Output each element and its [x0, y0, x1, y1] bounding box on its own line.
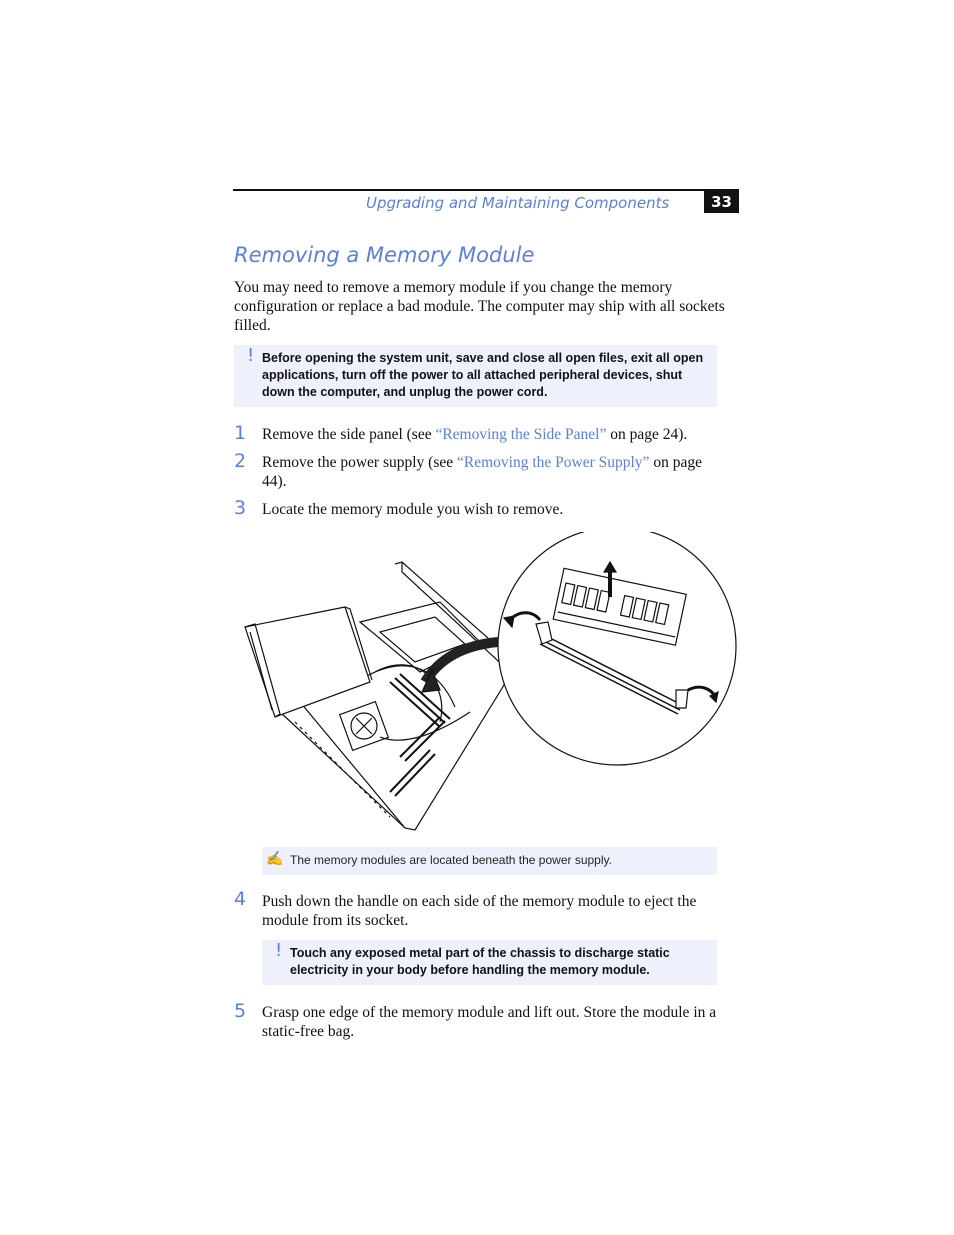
warning-callout-1: [234, 345, 717, 407]
step-1: [262, 425, 742, 444]
warning-icon: !: [275, 940, 283, 961]
step-2-text: Remove the power supply (see: [262, 454, 457, 471]
note-text: The memory modules are located beneath the power supply.: [290, 853, 612, 867]
memory-module-figure: [240, 532, 740, 834]
link-removing-power-supply[interactable]: “Removing the Power Supply”: [457, 454, 650, 471]
warning-callout-2: [262, 940, 717, 985]
intro-paragraph: You may need to remove a memory module if you change the memory configuration or replace a bad module. The computer may ship with all sockets filled.: [234, 279, 725, 334]
header-rule: [233, 189, 739, 191]
step-1-text: Remove the side panel (see: [262, 426, 436, 443]
step-number-3: 3: [234, 497, 247, 519]
note-callout: [262, 847, 717, 875]
step-number-1: 1: [234, 422, 247, 444]
pencil-note-icon: ✍: [266, 852, 284, 867]
step-5-text: Grasp one edge of the memory module and lift out. Store the module in a static-free bag.: [262, 1004, 717, 1040]
step-3-text: Locate the memory module you wish to remove.: [262, 501, 564, 518]
step-2: [262, 453, 722, 491]
warning-icon: !: [247, 345, 255, 366]
step-number-5: 5: [234, 1000, 247, 1022]
step-1-tail: on page 24).: [606, 426, 688, 443]
warning-text-2: Touch any exposed metal part of the chassis to discharge static electricity in your body before handling the memory module.: [290, 946, 670, 977]
warning-text-1: Before opening the system unit, save and close all open files, exit all open applications, turn off the power to all attached peripheral devices, shut down the computer, and unplug the power cord.: [262, 351, 704, 399]
page-number: 33: [704, 191, 739, 213]
link-removing-side-panel[interactable]: “Removing the Side Panel”: [435, 426, 607, 443]
running-header-title: Upgrading and Maintaining Components: [366, 194, 670, 212]
step-4-text: Push down the handle on each side of the memory module to eject the module from its socket.: [262, 893, 697, 929]
step-number-2: 2: [234, 450, 247, 472]
section-title: Removing a Memory Module: [234, 243, 535, 267]
step-number-4: 4: [234, 888, 247, 910]
step-2-tail: on page 44).: [262, 454, 702, 490]
